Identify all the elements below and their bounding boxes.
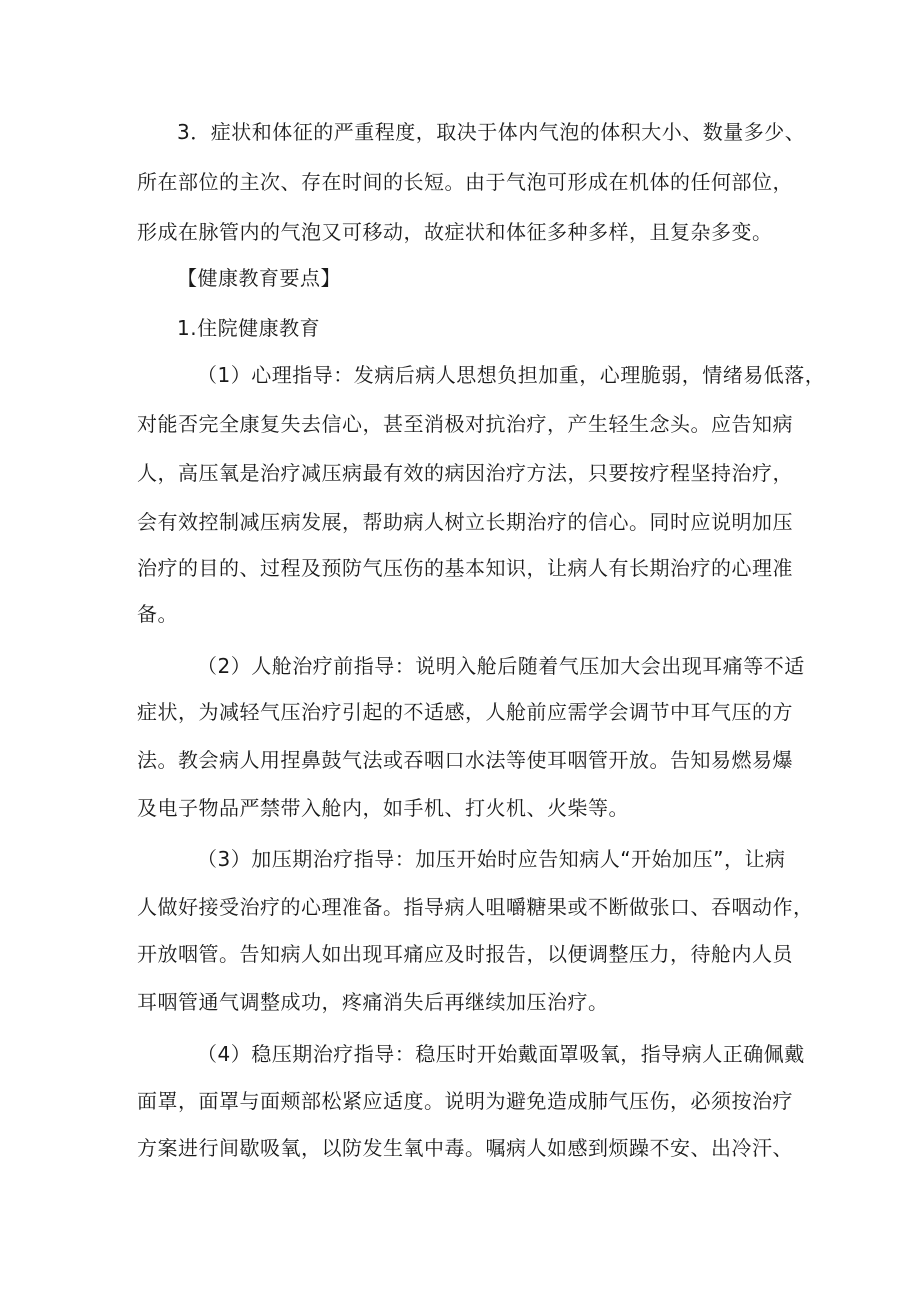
paragraph-symptoms-line-1: 3．症状和体征的严重程度，取决于体内气泡的体积大小、数量多少、 (177, 120, 806, 144)
paragraph-psych-line-2: 对能否完全康复失去信心，甚至消极对抗治疗，产生轻生念头。应告知病 (137, 412, 793, 436)
paragraph-psych-line-5: 治疗的目的、过程及预防气压伤的基本知识，让病人有长期治疗的心理准 (137, 556, 793, 580)
paragraph-pre-chamber-line-4: 及电子物品严禁带入舱内，如手机、打火机、火柴等。 (137, 796, 629, 820)
paragraph-psych-line-6: 备。 (137, 602, 178, 626)
paragraph-compression-line-1: （3）加压期治疗指导：加压开始时应告知病人“开始加压”，让病 (197, 847, 786, 871)
paragraph-pre-chamber-line-3: 法。教会病人用捏鼻鼓气法或吞咽口水法等使耳咽管开放。告知易燃易爆 (137, 748, 793, 772)
paragraph-compression-line-4: 耳咽管通气调整成功，疼痛消失后再继续加压治疗。 (137, 990, 609, 1014)
paragraph-psych-line-4: 会有效控制减压病发展，帮助病人树立长期治疗的信心。同时应说明加压 (137, 510, 793, 534)
paragraph-pre-chamber-line-2: 症状，为减轻气压治疗引起的不适感，人舱前应需学会调节中耳气压的方 (137, 700, 793, 724)
paragraph-psych-line-3: 人，高压氧是治疗减压病最有效的病因治疗方法，只要按疗程坚持治疗， (137, 461, 793, 485)
paragraph-stable-line-1: （4）稳压期治疗指导：稳压时开始戴面罩吸氧，指导病人正确佩戴 (197, 1042, 805, 1066)
paragraph-psych-line-1: （1）心理指导：发病后病人思想负担加重，心理脆弱，情绪易低落， (197, 363, 826, 387)
subheading-inpatient-education: 1.住院健康教育 (177, 316, 321, 340)
paragraph-symptoms-line-2: 所在部位的主次、存在时间的长短。由于气泡可形成在机体的任何部位， (137, 170, 793, 194)
paragraph-stable-line-3: 方案进行间歇吸氧，以防发生氧中毒。嘱病人如感到烦躁不安、出冷汗、 (137, 1136, 793, 1160)
paragraph-compression-line-3: 开放咽管。告知病人如出现耳痛应及时报告，以便调整压力，待舱内人员 (137, 942, 793, 966)
paragraph-pre-chamber-line-1: （2）人舱治疗前指导：说明入舱后随着气压加大会出现耳痛等不适 (197, 654, 805, 678)
paragraph-compression-line-2: 人做好接受治疗的心理准备。指导病人咀嚼糖果或不断做张口、吞咽动作， (137, 895, 814, 919)
paragraph-symptoms-line-3: 形成在脉管内的气泡又可移动，故症状和体征多种多样，且复杂多变。 (137, 220, 773, 244)
paragraph-stable-line-2: 面罩，面罩与面颊部松紧应适度。说明为避免造成肺气压伤，必须按治疗 (137, 1089, 793, 1113)
section-heading: 【健康教育要点】 (177, 266, 341, 290)
